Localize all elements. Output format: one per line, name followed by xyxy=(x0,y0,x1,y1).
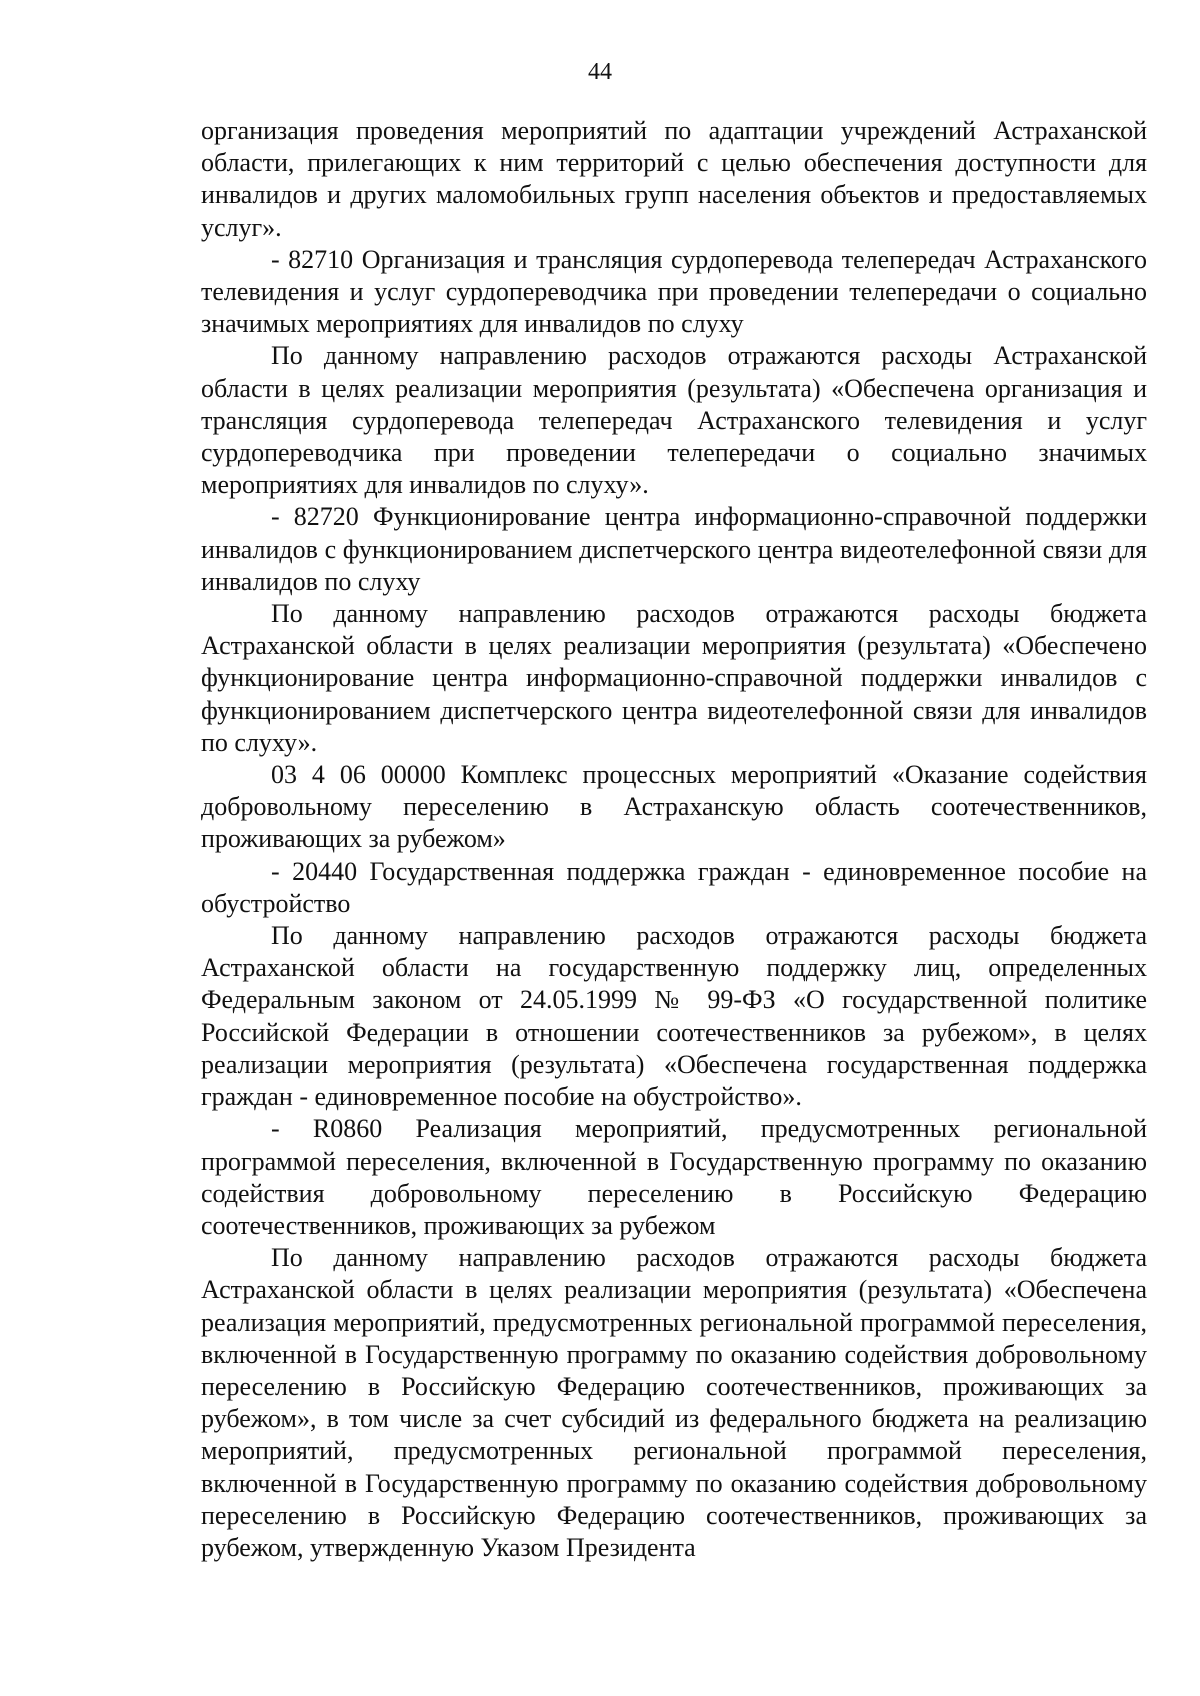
document-body xyxy=(201,115,1147,1564)
paragraph-R0860-heading: - R0860 Реализация мероприятий, предусмотренных региональной программой переселения, включенной в Государственную программу по оказанию содействия добровольному переселению в Российскую Федерацию соотечественников, проживающих за рубежом xyxy=(201,1114,1147,1240)
paragraph-82720-heading: - 82720 Функционирование центра информационно-справочной поддержки инвалидов с функционированием диспетчерского центра видеотелефонной связи для инвалидов по слуху xyxy=(201,502,1147,596)
paragraph-R0860-description: По данному направлению расходов отражаются расходы бюджета Астраханской области в целях реализации мероприятия (результата) «Обеспечена реализация мероприятий, предусмотренных региональной программой переселения, включенной в Государственную программу по оказанию содействия добровольному переселению в Российскую Федерацию соотечественников, проживающих за рубежом», в том числе за счет субсидий из федерального бюджета на реализацию мероприятий, предусмотренных региональной программой переселения, включенной в Государственную программу по оказанию содействия добровольному переселению в Российскую Федерацию соотечественников, проживающих за рубежом, утвержденную Указом Президента xyxy=(201,1243,1147,1562)
paragraph-20440-heading: - 20440 Государственная поддержка граждан - единовременное пособие на обустройство xyxy=(201,856,1147,918)
paragraph-82710-description: По данному направлению расходов отражаются расходы Астраханской области в целях реализации мероприятия (результата) «Обеспечена организация и трансляция сурдоперевода телепередач Астраханского телевидения и услуг сурдопереводчика при проведении телепередачи о социально значимых мероприятиях для инвалидов по слуху». xyxy=(201,341,1147,500)
paragraph-20440-description: По данному направлению расходов отражаются расходы бюджета Астраханской области на государственную поддержку лиц, определенных Федеральным законом от 24.05.1999 № 99-ФЗ «О государственной политике Российской Федерации в отношении соотечественников за рубежом», в целях реализации мероприятия (результата) «Обеспечена государственная поддержка граждан - единовременное пособие на обустройство». xyxy=(201,921,1147,1112)
page-number: 44 xyxy=(588,59,612,85)
paragraph-82710-heading: - 82710 Организация и трансляция сурдоперевода телепередач Астраханского телевидения и услуг сурдопереводчика при проведении телепередачи о социально значимых мероприятиях для инвалидов по слуху xyxy=(201,244,1147,339)
paragraph-adaptation-continuation: организация проведения мероприятий по адаптации учреждений Астраханской области, прилегающих к ним территорий с целью обеспечения доступности для инвалидов и других маломобильных групп населения объектов и предоставляемых услуг». xyxy=(201,116,1147,242)
paragraph-82720-description: По данному направлению расходов отражаются расходы бюджета Астраханской области в целях реализации мероприятия (результата) «Обеспечено функционирование центра информационно-справочной поддержки инвалидов с функционированием диспетчерского центра видеотелефонной связи для инвалидов по слуху». xyxy=(201,599,1147,757)
paragraph-complex-heading: 03 4 06 00000 Комплекс процессных мероприятий «Оказание содействия добровольному переселению в Астраханскую область соотечественников, проживающих за рубежом» xyxy=(201,760,1147,854)
